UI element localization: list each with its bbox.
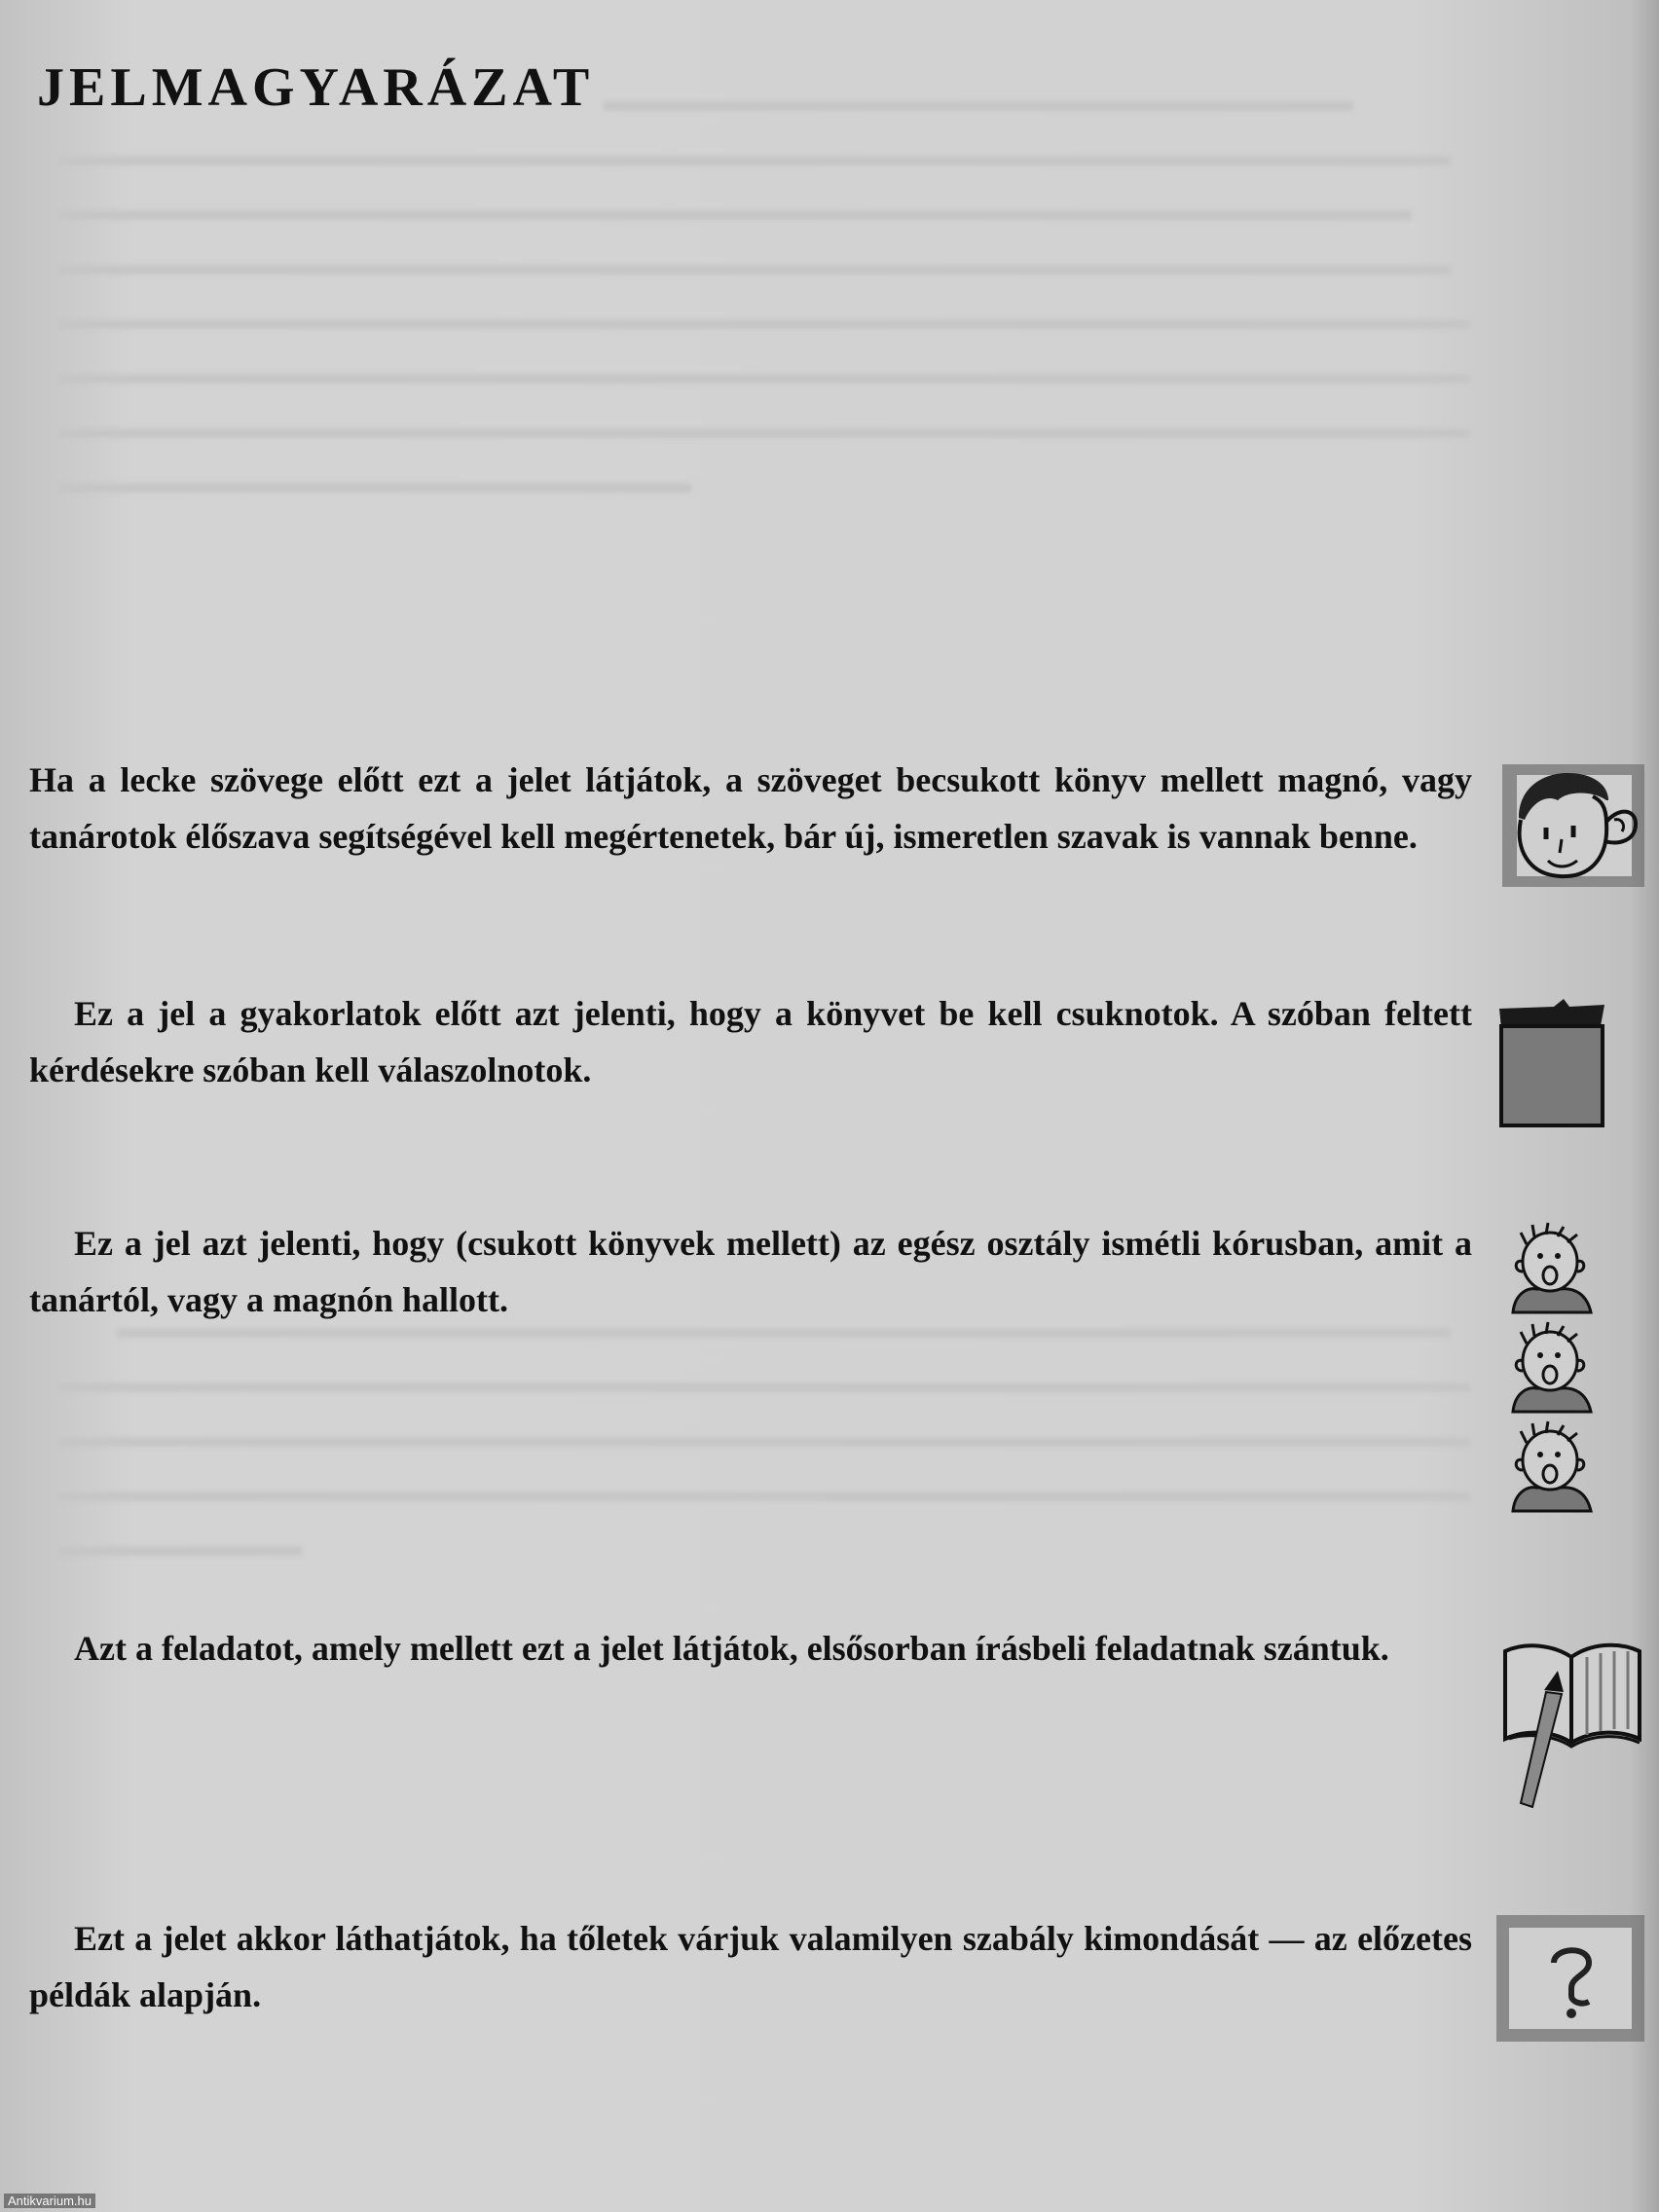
question-mark-icon [1493,1912,1647,2049]
legend-text-listening: Ha a lecke szövege előtt ezt a jelet látjátok, a szöveget becsukott könyv mellett magnó, vagy tanárotok élőszava segítségével kell megértenetek, bár új, ismeretlen szavak is vannak benne. [29,760,1472,856]
chorus-faces-icon [1499,1219,1604,1526]
legend-text-chorus: Ez a jel azt jelenti, hogy (csukott könyvek mellett) az egész osztály ismétli kórusban, amit a tanártól, vagy a magnón hallott. [29,1224,1472,1319]
watermark-logo: Antikvarium.hu [4,2194,95,2208]
chorus-face-2 [1513,1322,1591,1412]
chorus-face-3 [1513,1421,1591,1511]
legend-text-rule: Ezt a jelet akkor láthatjátok, ha tőletek várjuk valamilyen szabály kimondását — az előzetes példák alapján. [29,1919,1472,2014]
show-through-texture-lower [58,1285,1470,1791]
pen-and-book-icon [1497,1632,1647,1816]
show-through-texture [58,58,1470,565]
legend-text-closed-book: Ez a jel a gyakorlatok előtt azt jelenti, hogy a könyvet be kell csuknotok. A szóban feltett kérdésekre szóban kell válaszolnotok. [29,994,1472,1089]
page-edge-shadow [1630,0,1659,2212]
page-title: JELMAGYARÁZAT [37,57,595,118]
legend-text-written: Azt a feladatot, amely mellett ezt a jelet látjátok, elsősorban írásbeli feladatnak szántuk. [74,1629,1389,1668]
closed-book-icon [1495,997,1608,1134]
chorus-face-1 [1513,1223,1591,1312]
listening-face-icon [1499,761,1647,895]
